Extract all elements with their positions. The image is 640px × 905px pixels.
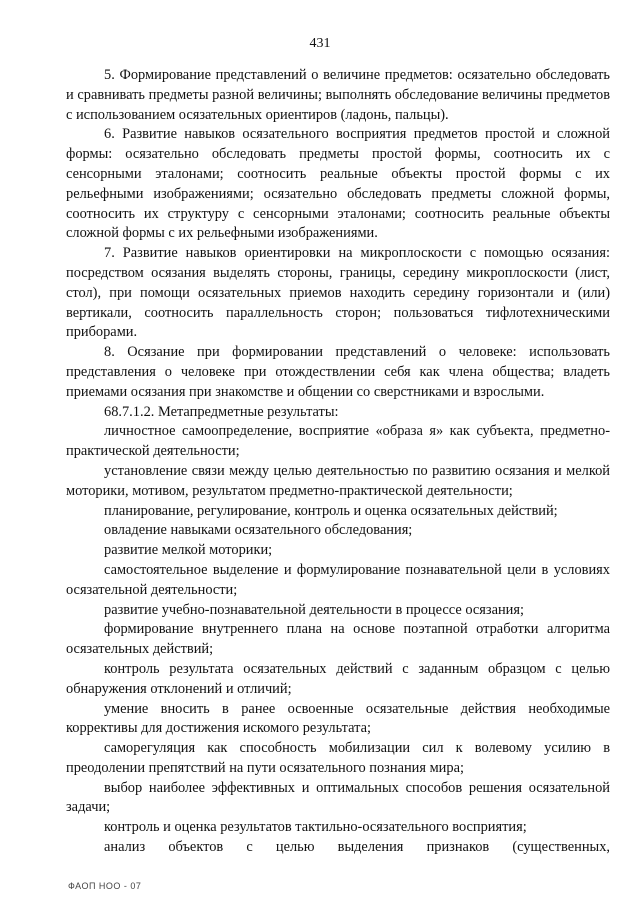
paragraph-object-analysis: анализ объектов с целью выделения признаков (существенных,	[104, 839, 610, 856]
paragraph-planning: планирование, регулирование, контроль и оценка осязательных действий;	[104, 502, 558, 519]
paragraph-shape-perception: 6. Развитие навыков осязательного восприятия предметов простой и сложной формы: осязательно обследовать предметы простой формы, соотносить их с сенсорными эталонами; соотносить реальные объекты простой формы с их рельефными изображениями; осязательно обследовать предметы сложной формы, соотносить их структуру с сенсорными эталонами; соотносить реальные объекты сложной формы с их рельефными изображениями.	[66, 126, 610, 242]
paragraph-goal-formulation: самостоятельное выделение и формулирование познавательной цели в условиях осязательной деятельности;	[66, 561, 610, 598]
document-body	[66, 66, 610, 858]
paragraph-result-control: контроль результата осязательных действий с заданным образцом с целью обнаружения отклонений и отличий;	[66, 660, 610, 697]
paragraph-corrections: умение вносить в ранее освоенные осязательные действия необходимые коррективы для достижения искомого результата;	[66, 700, 610, 737]
paragraph-microplane-orientation: 7. Развитие навыков ориентировки на микроплоскости с помощью осязания: посредством осязания выделять стороны, границы, середину микроплоскости (лист, стол), при помощи осязательных приемов находить середину горизонтали и (или) вертикали, соотносить параллельность сторон; пользоваться тифлотехническими приборами.	[66, 245, 610, 341]
paragraph-self-regulation: саморегуляция как способность мобилизации сил к волевому усилию в преодолении препятствий на пути осязательного познания мира;	[66, 740, 610, 776]
paragraph-method-choice: выбор наиболее эффективных и оптимальных способов решения осязательной задачи;	[66, 779, 610, 816]
paragraph-internal-plan: формирование внутреннего плана на основе поэтапной отработки алгоритма осязательных действий;	[66, 621, 610, 658]
page-number: 431	[309, 36, 331, 51]
paragraph-self-determination: личностное самоопределение, восприятие «образа я» как субъекта, предметно-практической деятельности;	[66, 423, 610, 460]
paragraph-human-representation: 8. Осязание при формировании представлений о человеке: использовать представления о человеке при отождествлении себя как члена общества; владеть приемами осязания при знакомстве и общении со сверстниками и взрослыми.	[66, 344, 610, 400]
paragraph-goal-connection: установление связи между целью деятельностью по развитию осязания и мелкой моторики, мотивом, результатом предметно-практической деятельности;	[66, 462, 610, 499]
paragraph-tactile-evaluation: контроль и оценка результатов тактильно-осязательного восприятия;	[104, 819, 527, 836]
paragraph-learning-activity: развитие учебно-познавательной деятельности в процессе осязания;	[104, 601, 524, 618]
paragraph-item-size: 5. Формирование представлений о величине предметов: осязательно обследовать и сравнивать предметы разной величины; выполнять обследование величины предметов с использованием осязательных ориентиров (ладонь, пальцы).	[66, 67, 610, 123]
paragraph-examination-skills: овладение навыками осязательного обследования;	[104, 522, 413, 539]
paragraph-metasubject-heading: 68.7.1.2. Метапредметные результаты:	[104, 403, 339, 420]
footer-code: ФАОП НОО - 07	[68, 881, 142, 891]
paragraph-fine-motor: развитие мелкой моторики;	[104, 542, 273, 559]
